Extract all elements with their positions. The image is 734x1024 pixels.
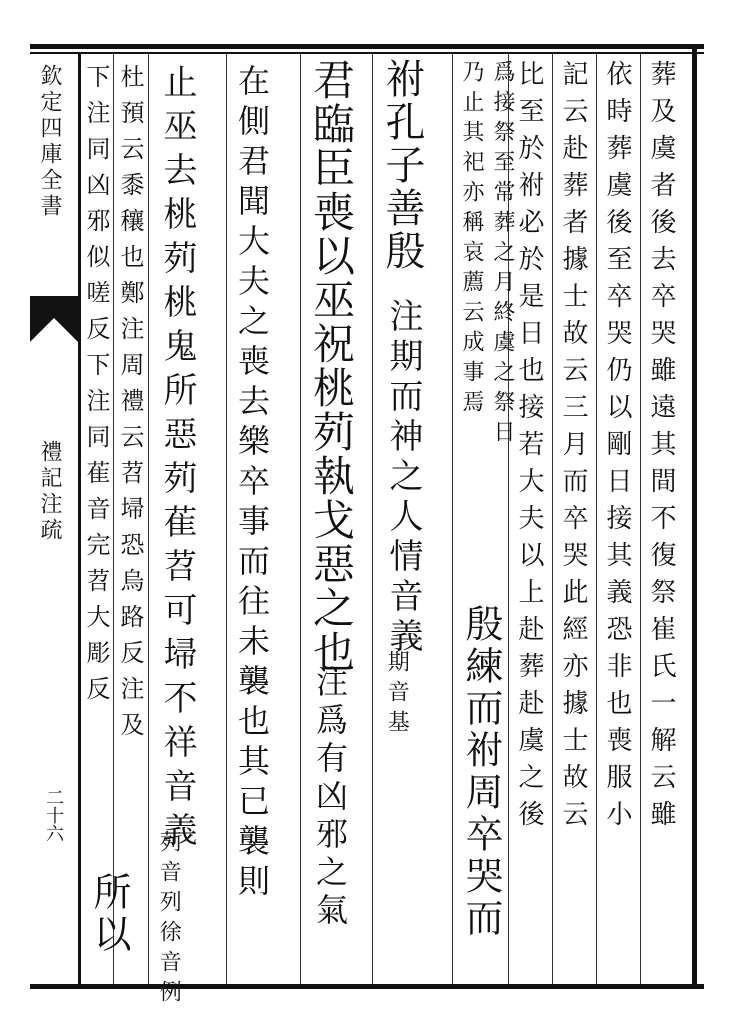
top-border-rule [30,44,704,49]
text-column-10: 止巫去桃茢桃鬼所惡茢萑苕可埽不祥音義 [157,64,197,856]
column-divider [452,54,453,984]
text-column-12-main: 所以 [87,872,131,956]
column-divider [226,54,227,984]
column-divider [300,54,301,984]
text-column-2: 依時葬虞後至卒哭仍以剛日接其義恐非也喪服小 [602,60,632,837]
text-column-7-note: 期音基 [384,650,410,740]
column-divider [552,54,553,984]
text-column-9: 在側君聞大夫之喪去樂卒事而往未襲也其已襲則 [233,64,271,904]
text-column-7-commentary: 注期而神之人情音義 [383,298,423,658]
margin-book-title: 禮記注疏 [37,440,62,544]
text-column-1: 葬及虞者後去卒哭雖遠其間不復祭崔氏一解云雖 [646,60,676,837]
column-divider [640,54,641,984]
text-column-6: 乃止其祀亦稱哀薦云成事焉 [459,60,484,420]
text-column-5-main: 殷練而祔周卒哭而 [459,604,503,940]
column-divider [113,54,114,984]
text-column-12: 下注同凶邪似嗟反下注同萑音完苕大彫反 [82,64,110,712]
left-margin-rule [78,52,81,984]
text-column-8-main: 君臨臣喪以巫祝桃茢執戈惡之也 [307,58,356,674]
top-inner-rule [30,52,704,54]
margin-folio-number: 二十六 [43,788,64,842]
bottom-border-rule [30,984,704,989]
text-column-7-main: 祔孔子善殷 [379,58,425,273]
column-divider [148,54,149,984]
text-column-5: 爲接祭至常葬之月終虞之祭日 [490,60,515,450]
fish-tail-mark-icon [30,296,78,342]
text-column-3: 記云赴葬者據士故云三月而卒哭此經亦據士故云 [558,60,588,837]
column-divider [596,54,597,984]
right-border-rule [692,44,697,989]
text-column-11: 杜預云黍穰也鄭注周禮云苕埽恐烏路反注及 [116,64,144,748]
text-column-8-commentary: 注爲有凶邪之氣 [311,665,349,931]
column-divider [372,54,373,984]
text-column-10-note: 茢音列徐音例 [156,830,182,1010]
margin-title: 欽定四庫全書 [37,64,62,220]
text-column-4: 比至於祔必於是日也接若大夫以上赴葬赴虞之後 [514,60,544,837]
